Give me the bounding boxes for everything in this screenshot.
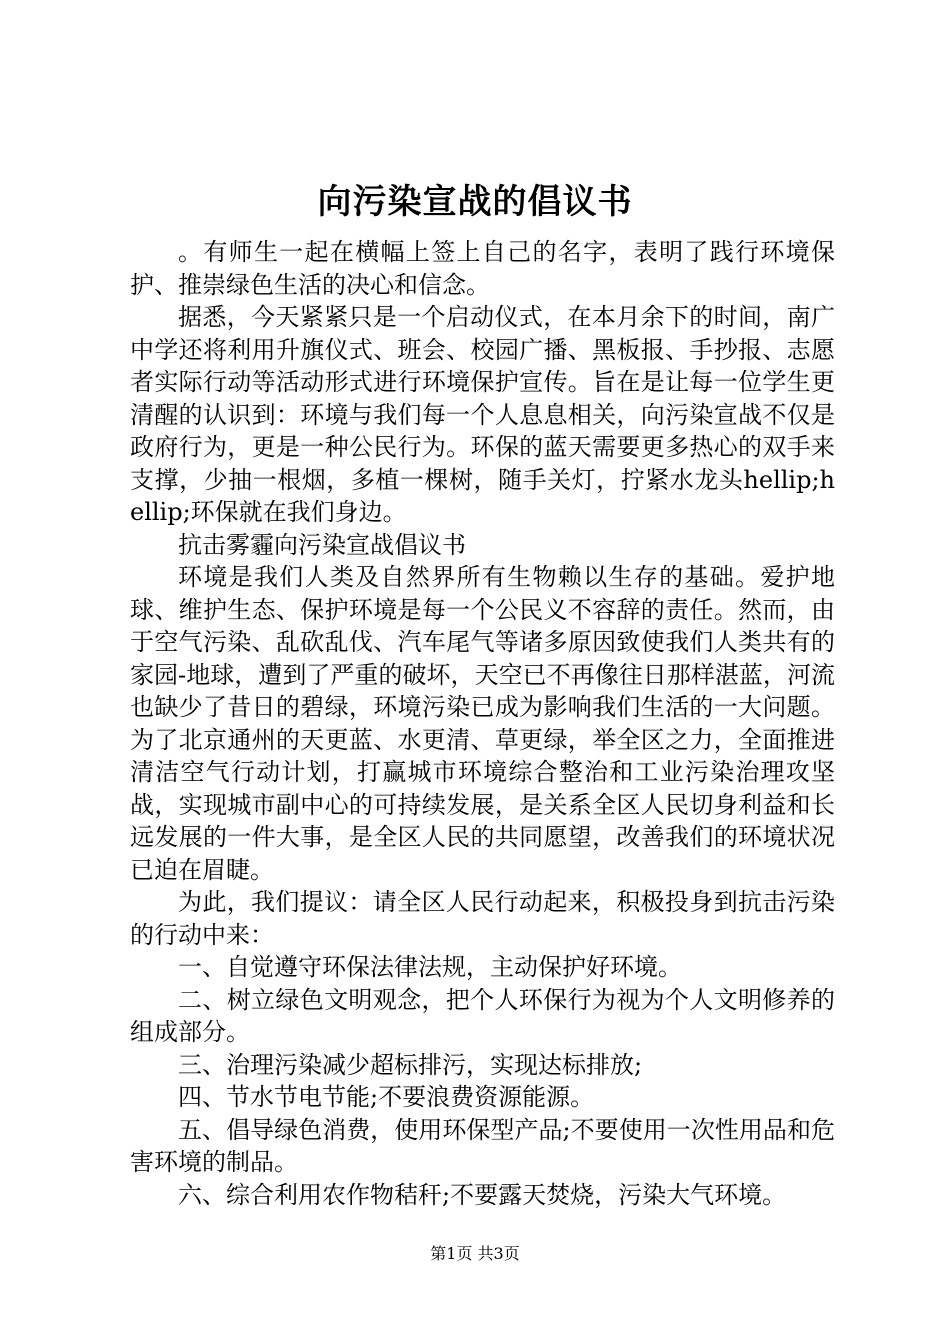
paragraph: 据悉，今天紧紧只是一个启动仪式，在本月余下的时间，南广中学还将利用升旗仪式、班会、校园广播、黑板报、手抄报、志愿者实际行动等活动形式进行环境保护宣传。旨在是让每一位学生更清醒的认识到：环境与我们每一个人息息相关，向污染宣战不仅是政府行为，更是一种公民行为。环保的蓝天需要更多热心的双手来支撑，少抽一根烟，多植一棵树，随手关灯，拧紧水龙头hellip;hellip;环保就在我们身边。: [130, 303, 835, 526]
list-item: 一、自觉遵守环保法律法规，主动保护好环境。: [178, 953, 682, 981]
paragraph: 。有师生一起在横幅上签上自己的名字，表明了践行环境保护、推崇绿色生活的决心和信念。: [130, 238, 835, 299]
page-number: 第1页 共3页: [430, 1244, 520, 1263]
paragraph: 为此，我们提议：请全区人民行动起来，积极投身到抗击污染的行动中来：: [130, 888, 835, 949]
list-item: 四、节水节电节能;不要浪费资源能源。: [178, 1083, 595, 1111]
paragraph: 环境是我们人类及自然界所有生物赖以生存的基础。爱护地球、维护生态、保护环境是每一个公民义不容辞的责任。然而，由于空气污染、乱砍乱伐、汽车尾气等诸多原因致使我们人类共有的家园-地球，遭到了严重的破坏，天空已不再像往日那样湛蓝，河流也缺少了昔日的碧绿，环境污染已成为影响我们生活的一大问题。为了北京通州的天更蓝、水更清、草更绿，举全区之力，全面推进清洁空气行动计划，打赢城市环境综合整治和工业污染治理攻坚战，实现城市副中心的可持续发展，是关系全区人民切身利益和长远发展的一件大事，是全区人民的共同愿望，改善我们的环境状况已迫在眉睫。: [130, 563, 835, 884]
list-item: 三、治理污染减少超标排污，实现达标排放;: [178, 1050, 643, 1079]
list-item: 五、倡导绿色消费，使用环保型产品;不要使用一次性用品和危害环境的制品。: [130, 1115, 835, 1176]
paragraph-heading: 抗击雾霾向污染宣战倡议书: [178, 530, 466, 559]
list-item: 二、树立绿色文明观念，把个人环保行为视为个人文明修养的组成部分。: [130, 985, 835, 1046]
document-title: 向污染宣战的倡议书: [317, 182, 633, 222]
list-item: 六、综合利用农作物秸秆;不要露天焚烧，污染大气环境。: [178, 1180, 787, 1209]
document-body: [130, 236, 835, 1211]
